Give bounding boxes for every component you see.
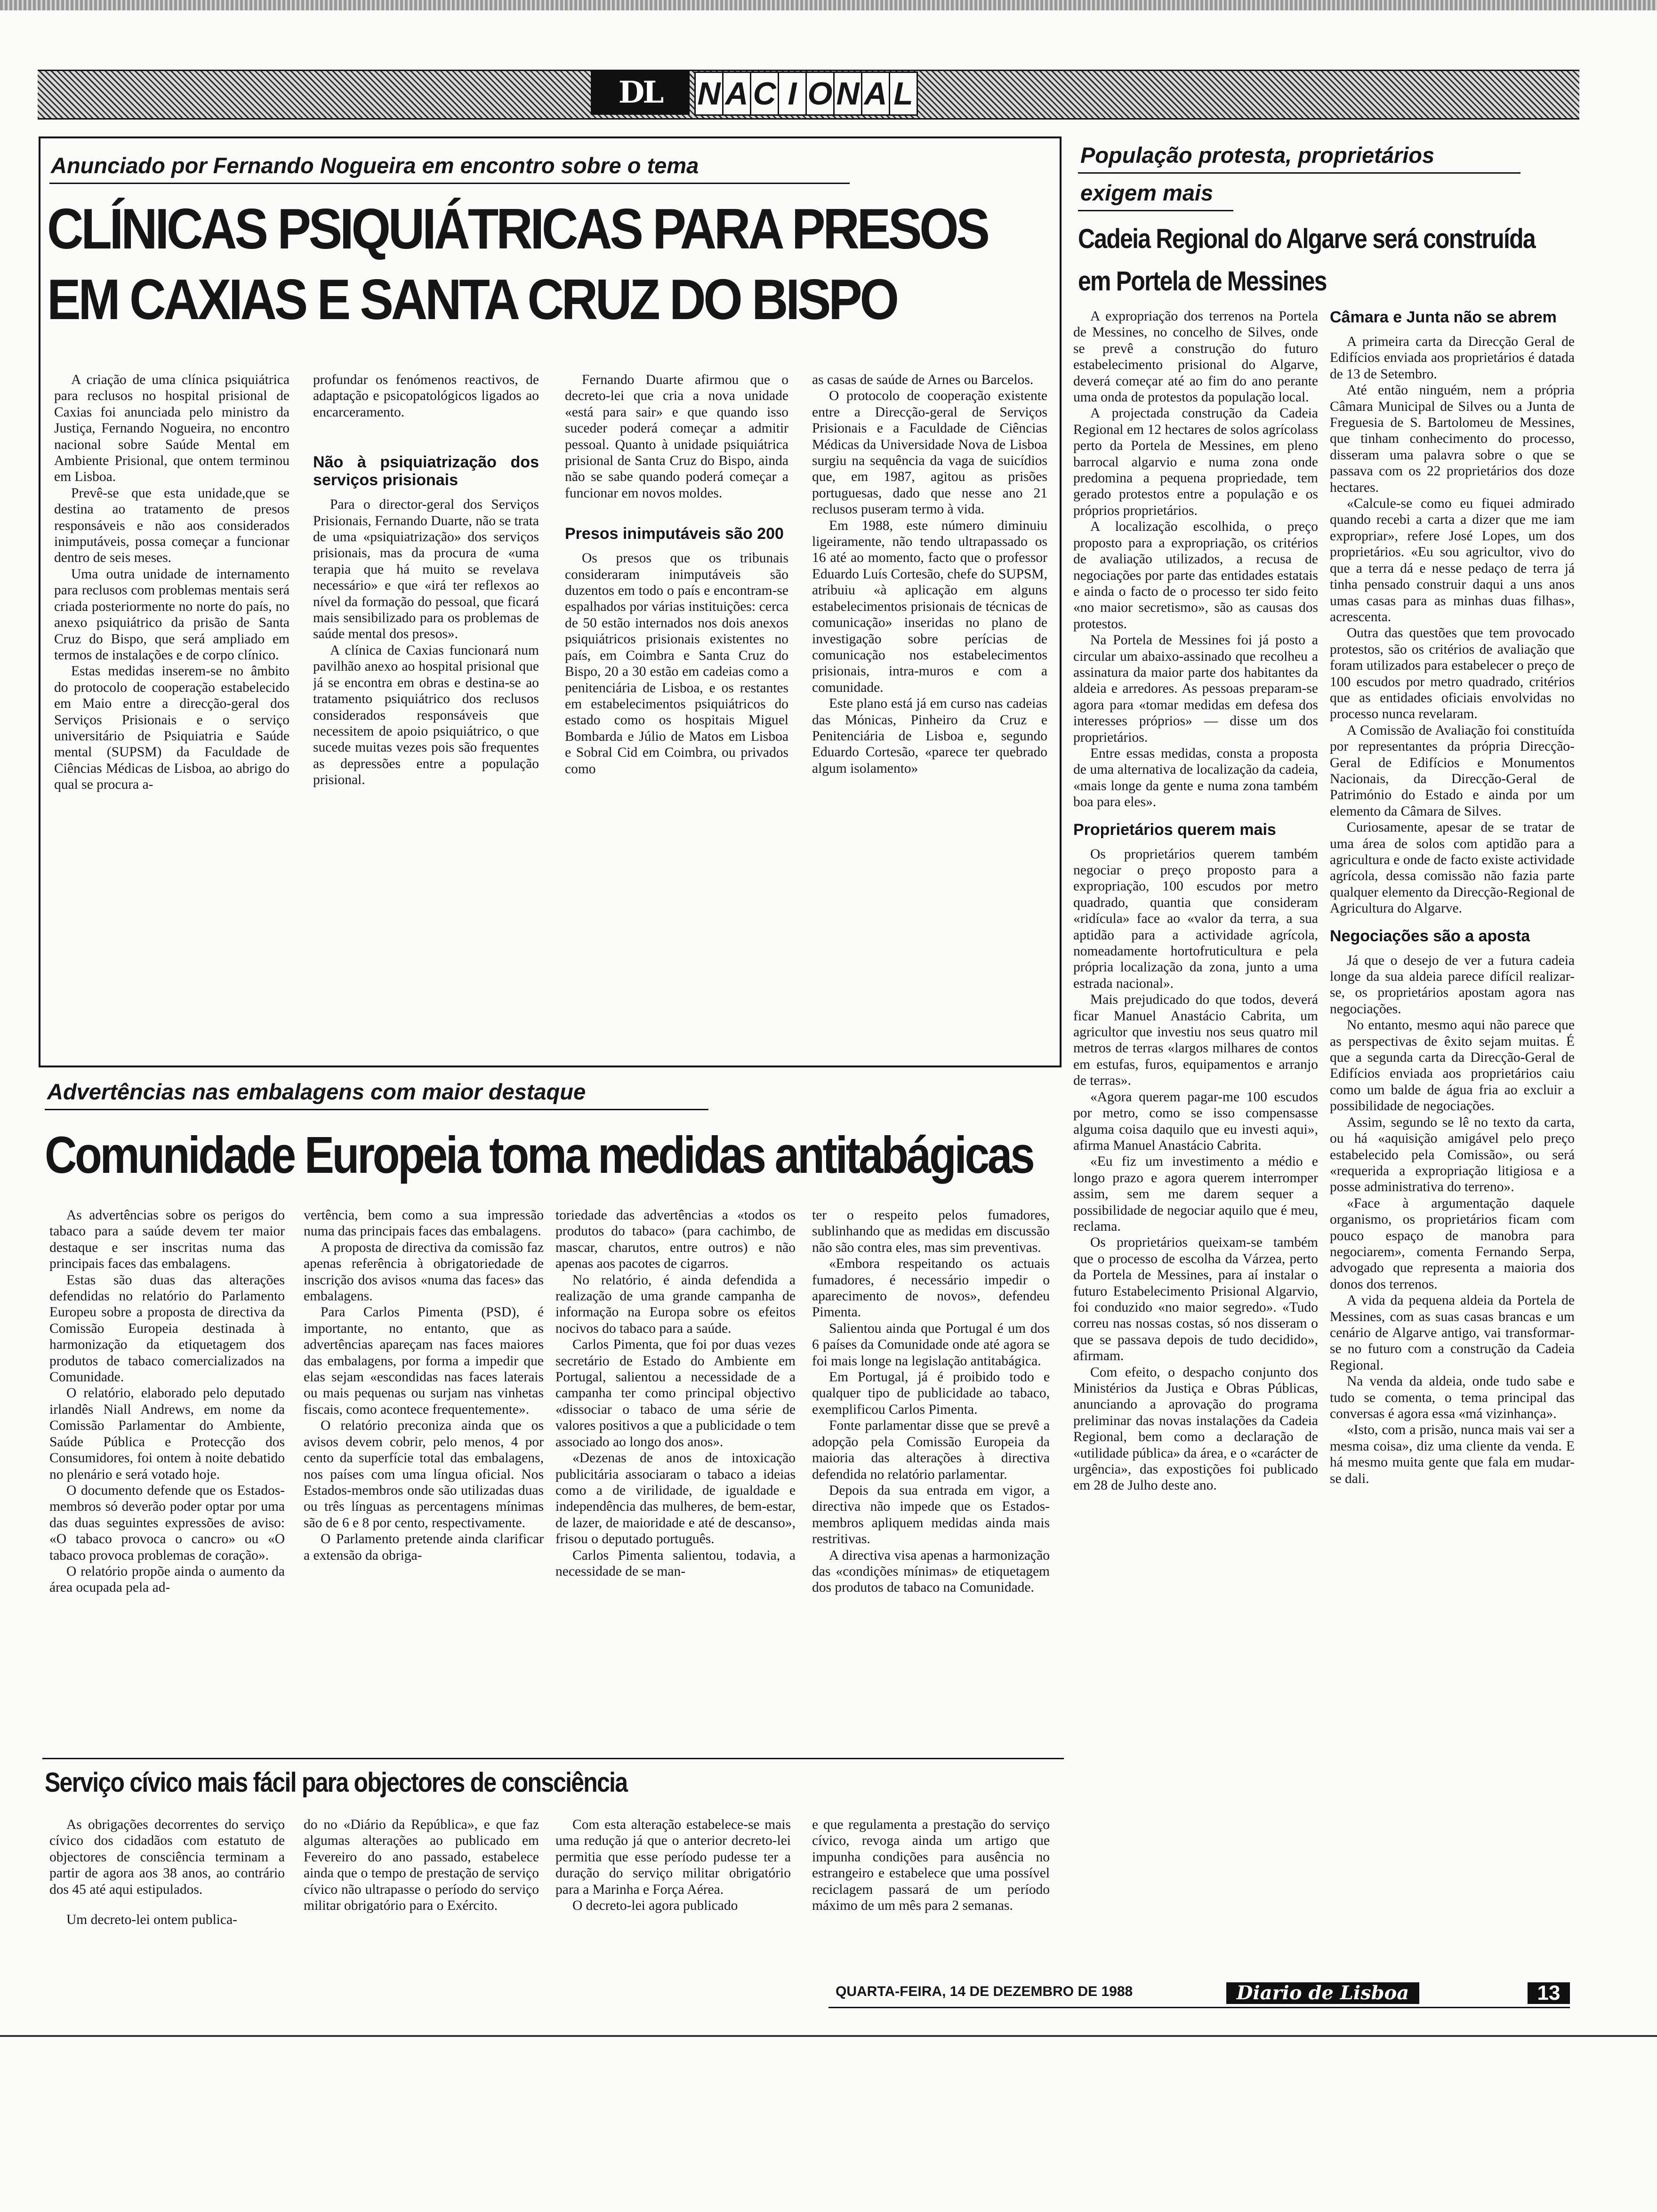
paragraph: Os proprietários queixam-se também que o processo de escolha da Várzea, perto da Portela de Messines, para aí instalar o futuro Estabelecimento Prisional Algarvio, foi conduzido «no maior segredo». «Tudo correu nas nossas costas, só nos disseram o que se passava depois de tudo decidido», afirmam. xyxy=(1073,1235,1318,1364)
section-letter: L xyxy=(889,73,917,114)
kicker-underline xyxy=(1078,210,1233,211)
article2-colB xyxy=(1330,308,1575,1979)
article2-colA xyxy=(1073,308,1318,1979)
paragraph: A vida da pequena aldeia da Portela de Messines, com as suas casas brancas e um cenário de Algarve antigo, vai transformar-se no futuro com a construção da Cadeia Regional. xyxy=(1330,1293,1575,1373)
article2-headline-line1: Cadeia Regional do Algarve será construída xyxy=(1078,224,1535,254)
article1-col3 xyxy=(565,372,788,1021)
paragraph: «Calcule-se como eu fiquei admirado quando recebi a carta a dizer que me iam expropriar», refere José Lopes, um dos proprietários. «Eu sou agricultor, vivo do que a terra dá e nesse pedaço de terra já tinha pensado construir daqui a uns anos umas casas para as minhas duas filhas», acrescenta. xyxy=(1330,496,1575,625)
article2-headline-line2: em Portela de Messines xyxy=(1078,266,1327,297)
paragraph: As advertências sobre os perigos do tabaco para a saúde devem ter maior destaque e ser inscritas numa das principais faces das embalagens. xyxy=(49,1208,285,1272)
paragraph: do no «Diário da República», e que faz algumas alterações ao publicado em Fevereiro do ano passado, estabelece ainda que o tempo de prestação de serviço cívico não ultrapasse o período do serviço militar obrigatório para o Exército. xyxy=(304,1817,539,1914)
article1-headline-line1: CLÍNICAS PSIQUIÁTRICAS PARA PRESOS xyxy=(47,197,988,261)
paragraph: O protocolo de cooperação existente entre a Direcção-geral de Serviços Prisionais e a Faculdade de Ciências Médicas da Universidade Nova de Lisboa surgiu na sequência da vaga de suicídios que, em 1987, agitou as prisões portuguesas, dado que nesse ano 21 reclusos puseram termo à vida. xyxy=(812,388,1047,517)
footer-rule xyxy=(828,2007,1570,2008)
paragraph: Com efeito, o despacho conjunto dos Ministérios da Justiça e Obras Públicas, anunciando a aprovação do programa preliminar das novas instalações da Cadeia Regional, bem como a declaração de «utilidade pública» da área, e o «carácter de urgência», das expostições foi publicado em 28 de Julho deste ano. xyxy=(1073,1364,1318,1493)
subheading: Negociações são a aposta xyxy=(1330,927,1530,945)
article4-top-rule xyxy=(42,1758,1064,1759)
paragraph: «Isto, com a prisão, nunca mais vai ser a mesma coisa», diz uma cliente da venda. E há mesmo muita gente que fala em mudar-se dali. xyxy=(1330,1422,1575,1486)
article1-kicker: Anunciado por Fernando Nogueira em encontro sobre o tema xyxy=(51,153,699,178)
subheading: Proprietários querem mais xyxy=(1073,820,1276,839)
paragraph: Uma outra unidade de internamento para reclusos com problemas mentais será criada posteriormente no norte do país, no anexo psiquiátrico da prisão de Santa Cruz do Bispo, que será ampliado em termos de instalações e de corpo clínico. xyxy=(54,566,290,663)
article4-col3 xyxy=(555,1817,791,1977)
paragraph: Para o director-geral dos Serviços Prisionais, Fernando Duarte, não se trata de uma «psiquiatrização» dos serviços prisionais, mas da procura de «uma terapia que há muito se revelava necessário» e que «irá ter reflexos ao nível da formação do pessoal, que ficará mais sensibilizado para os problemas de saúde mental dos presos». xyxy=(313,497,539,642)
section-letter: N xyxy=(833,73,861,114)
paragraph: A projectada construção da Cadeia Regional em 12 hectares de solos agrícolass perto da Portela de Messines, em pleno barrocal algarvio e numa zona onde predomina a pequena propriedade, tem gerado protestos entre a população e os próprios proprietários. xyxy=(1073,406,1318,518)
paragraph: «Face à argumentação daquele organismo, os proprietários ficam com pouco espaço de manobra para negociarem», comenta Fernando Serpa, advogado que representa a maioria dos donos dos terrenos. xyxy=(1330,1195,1575,1292)
section-letter: N xyxy=(697,76,721,112)
article1-col1 xyxy=(54,372,290,1021)
paragraph: «Eu fiz um investimento a médio e longo prazo e agora querem interromper assim, sem me darem sequer a possibilidade de negociar aquilo que é meu, reclama. xyxy=(1073,1154,1318,1234)
subheading: Não à psiquiatrização dos serviços prisionais xyxy=(313,453,539,489)
section-title xyxy=(694,72,918,116)
paragraph: Na Portela de Messines foi já posto a circular um abaixo-assinado que recolheu a assinatura da maior parte dos habitantes da aldeia e arredores. As pessoas preparam-se agora para «tomar medidas em defesa dos interesses próprios» — disse um dos proprietários. xyxy=(1073,633,1318,745)
paragraph: O relatório, elaborado pelo deputado irlandês Niall Andrews, em nome da Comissão Parlamentar do Ambiente, Saúde Pública e Protecção dos Consumidores, foi ontem à noite debatido no plenário e será votado hoje. xyxy=(49,1386,285,1482)
paragraph: Os presos que os tribunais consideraram inimputáveis são duzentos em todo o país e encontram-se espalhados por várias instituições: cerca de 50 estão internados nos dois anexos psiquiátricos prisionais existentes no país, em Coimbra e Santa Cruz do Bispo, 20 a 30 estão em cadeias como a penitenciária de Lisboa, e os restantes em estabelecimentos psiquiátricos do estado como os hospitais Miguel Bombarda e Júlio de Matos em Lisboa e Sobral Cid em Coimbra, ou privados como xyxy=(565,551,788,777)
paragraph: Até então ninguém, nem a própria Câmara Municipal de Silves ou a Junta de Freguesia de S. Bartolomeu de Messines, que tinham conhecimento do processo, disseram uma palavra sobre o que se passava com os 22 proprietários dos doze hectares. xyxy=(1330,383,1575,495)
dl-logo: DL xyxy=(591,71,690,115)
article3-col3 xyxy=(555,1207,796,1748)
paragraph: A clínica de Caxias funcionará num pavilhão anexo ao hospital prisional que já se encontra em obras e destina-se ao tratamento psiquiátrico dos reclusos considerados responsáveis que necessitem de apoio psiquiátrico, o que sucede muitas vezes pois são frequentes as depressões entre a população prisional. xyxy=(313,642,539,788)
paragraph: A expropriação dos terrenos na Portela de Messines, no concelho de Silves, onde se prevê a construção do futuro estabelecimento prisional do Algarve, deverá começar até ao fim do ano perante uma onda de protestos da população local. xyxy=(1073,309,1318,405)
paragraph: «Agora querem pagar-me 100 escudos por metro, como se isso compensasse alguma coisa daquilo que eu investi aqui», afirma Manuel Anastácio Cabrita. xyxy=(1073,1089,1318,1153)
paragraph: O relatório propõe ainda o aumento da área ocupada pela ad- xyxy=(49,1563,285,1595)
page-number: 13 xyxy=(1528,1982,1570,2004)
paragraph: «Embora respeitando os actuais fumadores, é necessário impedir o aparecimento de novos», defendeu Pimenta. xyxy=(812,1256,1050,1320)
paragraph: vertência, bem como a sua impressão numa das principais faces das embalagens. xyxy=(304,1208,544,1239)
top-edge-rule xyxy=(0,0,1657,10)
article3-col2 xyxy=(304,1207,544,1748)
paragraph: O documento defende que os Estados-membros só deverão poder optar por uma das duas seguintes expressões de aviso: «O tabaco provoca o cancro» ou «O tabaco provoca problemas de coração». xyxy=(49,1483,285,1563)
article2-kicker-line1: População protesta, proprietários xyxy=(1080,143,1435,168)
article4-headline: Serviço cívico mais fácil para objectores de consciência xyxy=(45,1767,627,1798)
kicker-underline xyxy=(49,183,850,184)
subheading: Câmara e Junta não se abrem xyxy=(1330,308,1557,326)
paragraph: Assim, segundo se lê no texto da carta, ou há «aquisição amigável pelo preço estabelecido pela Comissão», ou será «requerida a expropriação litigiosa e a posse administrativa do terreno». xyxy=(1330,1114,1575,1195)
article4-col1 xyxy=(49,1817,285,1977)
paragraph: as casas de saúde de Arnes ou Barcelos. xyxy=(812,372,1034,387)
article3-col4 xyxy=(812,1207,1050,1748)
paragraph: Os proprietários querem também negociar o preço proposto para a expropriação, 100 escudos por metro quadrado, quantia que consideram «ridícula» face ao «valor da terra, a sua aptidão para a actividade agrícola, nomeadamente hortofruticultura e pela própria localização da zona, junto a uma estrada nacional». xyxy=(1073,846,1318,991)
article2-kicker-line2: exigem mais xyxy=(1080,180,1214,205)
paragraph: Já que o desejo de ver a futura cadeia longe da sua aldeia parece difícil realizar-se, os proprietários apostam agora nas negociações. xyxy=(1330,953,1575,1017)
paragraph: O Parlamento pretende ainda clarificar a extensão da obriga- xyxy=(304,1531,544,1563)
article3-kicker: Advertências nas embalagens com maior destaque xyxy=(47,1079,586,1104)
paragraph: Fernando Duarte afirmou que o decreto-lei que cria a nova unidade «está para sair» e que quando isso suceder poderá começar a admitir pessoal. Quanto à unidade psiquiátrica prisional de Santa Cruz do Bispo, ainda não se sabe quando poderá começar a funcionar em novos moldes. xyxy=(565,372,788,501)
paragraph: «Dezenas de anos de intoxicação publicitária associaram o tabaco a ideias como a de virilidade, de igualdade e independência das mulheres, de bem-estar, de lazer, de maioridade e até de descanso», frisou o deputado português. xyxy=(555,1451,796,1547)
page-bottom-rule xyxy=(0,2035,1657,2037)
article1-col4 xyxy=(812,372,1047,1045)
paragraph: Fonte parlamentar disse que se prevê a adopção pela Comissão Europeia da maioria das alterações à directiva defendida no relatório parlamentar. xyxy=(812,1418,1050,1482)
paragraph: Depois da sua entrada em vigor, a directiva não impede que os Estados- membros apliquem medidas ainda mais restritivas. xyxy=(812,1483,1050,1547)
paragraph: ter o respeito pelos fumadores, sublinhando que as medidas em discussão não são contra eles, mas sim preventivas. xyxy=(812,1208,1050,1255)
paragraph: Em 1988, este número diminuiu ligeiramente, não tendo ultrapassado os 16 até ao momento, facto que o professor Eduardo Luís Cortesão, chefe do SUPSM, atribuiu «à aplicação em alguns estabelecimentos prisionais de técnicas de comunicação» inseridas no plano de investigação sobre perícias de comunicação nos estabelecimentos prisionais, intra-muros e com a comunidade. xyxy=(812,518,1047,695)
paragraph: profundar os fenómenos reactivos, de adaptação e psicopatológicos ligados ao encarceramento. xyxy=(313,372,539,420)
paragraph: Um decreto-lei ontem publica- xyxy=(66,1912,237,1928)
article1-headline-line2: EM CAXIAS E SANTA CRUZ DO BISPO xyxy=(47,267,897,331)
paragraph: A proposta de directiva da comissão faz apenas referência à obrigatoriedade de inscrição dos avisos «numa das faces» das embalagens. xyxy=(304,1240,544,1304)
paragraph: A directiva visa apenas a harmonização das «condições mínimas» de etiquetagem dos produtos de tabaco na Comunidade. xyxy=(812,1547,1050,1595)
paragraph: Salientou ainda que Portugal é um dos 6 países da Comunidade onde até agora se foi mais longe na legislação antitabágica. xyxy=(812,1321,1050,1369)
footer-masthead: Diario de Lisboa xyxy=(1226,1982,1419,2004)
paragraph: O decreto-lei agora publicado xyxy=(572,1898,738,1914)
subheading: Presos inimputáveis são 200 xyxy=(565,525,784,543)
paragraph: Em Portugal, já é proibido todo e qualquer tipo de publicidade ao tabaco, exemplificou Carlos Pimenta. xyxy=(812,1370,1050,1417)
paragraph: A localização escolhida, o preço proposto para a expropriação, os critérios de avaliação utilizados, a recusa de negociações por parte das entidades estatais e ainda o facto de o processo ter sido feito «no maior secretismo», são as causas dos protestos. xyxy=(1073,519,1318,632)
section-letter: O xyxy=(805,73,833,114)
paragraph: Na venda da aldeia, onde tudo sabe e tudo se comenta, o tema principal das conversas é agora essa «má vizinhança». xyxy=(1330,1374,1575,1421)
kicker-underline xyxy=(1078,172,1520,174)
paragraph: Outra das questões que tem provocado protestos, são os critérios de avaliação que foram utilizados para estabelecer o preço de 100 escudos por metro quadrado, critérios que as entidades oficiais envolvidas no processo nunca revelaram. xyxy=(1330,625,1575,722)
paragraph: Com esta alteração estabelece-se mais uma redução já que o anterior decreto-lei permitia que esse período pudesse ter a duração do serviço militar obrigatório para a Marinha e Força Aérea. xyxy=(555,1817,791,1897)
paragraph: Carlos Pimenta, que foi por duas vezes secretário de Estado do Ambiente em Portugal, salientou a necessidade de a campanha ter como principal objectivo «dissociar o tabaco de uma série de valores positivos a que a publicidade o tem associado ao longo dos anos». xyxy=(555,1337,796,1450)
article4-col2 xyxy=(304,1817,539,1977)
paragraph: No entanto, mesmo aqui não parece que as perspectivas de êxito sejam muitas. É que a segunda carta da Direcção-Geral de Edifícios enviada aos proprietários caiu como um balde de água fria ao excluir a possibilidade de negociações. xyxy=(1330,1018,1575,1114)
paragraph: Entre essas medidas, consta a proposta de uma alternativa de localização da cadeia, «mais longe da gente e numa zona também boa para eles». xyxy=(1073,745,1318,810)
paragraph: A Comissão de Avaliação foi constituída por representantes da própria Direcção-Geral de Edifícios e Monumentos Nacionais, da Direcção-Geral de Património do Estado e ainda por um elemento da Câmara de Silves. xyxy=(1330,722,1575,819)
paragraph: Prevê-se que esta unidade,que se destina ao tratamento de presos responsáveis e não aos considerados inimputáveis, possa começar a funcionar dentro de seis meses. xyxy=(54,485,290,566)
footer-date: QUARTA-FEIRA, 14 DE DEZEMBRO DE 1988 xyxy=(836,1984,1133,1999)
paragraph: As obrigações decorrentes do serviço cívico dos cidadãos com estatuto de objectores de consciência terminam a partir de agora aos 38 anos, ao contrário dos 45 até aqui estipulados. xyxy=(49,1817,285,1897)
section-letter: A xyxy=(861,73,889,114)
article4-col4 xyxy=(812,1817,1050,1977)
paragraph: Este plano está já em curso nas cadeias das Mónicas, Pinheiro da Cruz e Penitenciária de Lisboa e, segundo Eduardo Cortesão, «parece ter quebrado algum isolamento» xyxy=(812,696,1047,776)
paragraph: toriedade das advertências a «todos os produtos do tabaco» (para cachimbo, de mascar, charutos, entre outros) e não apenas aos pacotes de cigarros. xyxy=(555,1208,796,1272)
paragraph: Carlos Pimenta salientou, todavia, a necessidade de se man- xyxy=(555,1547,796,1579)
paragraph: A criação de uma clínica psiquiátrica para reclusos no hospital prisional de Caxias foi anunciada pelo ministro da Justiça, Fernando Nogueira, no encontro nacional sobre Saúde Mental em Ambiente Prisional, que ontem terminou em Lisboa. xyxy=(54,372,290,485)
section-letter: C xyxy=(750,73,778,114)
paragraph: No relatório, é ainda defendida a realização de uma grande campanha de informação na Europa sobre os efeitos nocivos do tabaco para a saúde. xyxy=(555,1272,796,1336)
paragraph: O relatório preconiza ainda que os avisos devem cobrir, pelo menos, 4 por cento da superfície total das embalagens, nos países com uma língua oficial. Nos Estados-membros onde são utilizadas duas ou três línguas as percentagens mínimas são de 6 e 8 por cento, respectivamente. xyxy=(304,1418,544,1531)
article3-headline: Comunidade Europeia toma medidas antitabágicas xyxy=(45,1126,1033,1184)
section-letter: I xyxy=(778,73,805,114)
paragraph: A primeira carta da Direcção Geral de Edifícios enviada aos proprietários é datada de 13 de Setembro. xyxy=(1330,334,1575,382)
paragraph: Estas medidas inserem-se no âmbito do protocolo de cooperação estabelecido em Maio entre a direcção-geral dos Serviços Prisionais e o serviço universitário de Psiquiatria e Saúde mental (SUPSM) da Faculdade de Ciências Médicas de Lisboa, ao abrigo do qual se procura a- xyxy=(54,664,290,793)
article1-col2 xyxy=(313,372,539,1021)
article3-col1 xyxy=(49,1207,285,1748)
paragraph: Curiosamente, apesar de se tratar de uma área de solos com aptidão para a agricultura e onde de facto existe actividade agrícola, dessa comissão não fazia parte qualquer elemento da Direcção-Regional de Agricultura do Algarve. xyxy=(1330,820,1575,916)
kicker-underline xyxy=(45,1109,708,1110)
paragraph: e que regulamenta a prestação do serviço cívico, revoga ainda um artigo que impunha condições para ausência no estrangeiro e estabelece que uma possível reciclagem passará de um período máximo de um mês para 2 semanas. xyxy=(812,1817,1050,1914)
section-letter: A xyxy=(722,73,750,114)
paragraph: Mais prejudicado do que todos, deverá ficar Manuel Anastácio Cabrita, um agricultor que investiu nos seus quatro mil metros de terras «largos milhares de contos em estufas, furos, equipamentos e arranjo de terras». xyxy=(1073,992,1318,1089)
paragraph: Para Carlos Pimenta (PSD), é importante, no entanto, que as advertências apareçam nas faces maiores das embalagens, por forma a impedir que elas sejam «escondidas nas faces laterais ou mais pequenas ou surjam nas vinhetas fiscais, como acontece frequentemente». xyxy=(304,1305,544,1417)
paragraph: Estas são duas das alterações defendidas no relatório do Parlamento Europeu sobre a proposta de directiva da Comissão Europeia destinada à harmonização da etiquetagem dos produtos de tabaco comercializados na Comunidade. xyxy=(49,1272,285,1385)
